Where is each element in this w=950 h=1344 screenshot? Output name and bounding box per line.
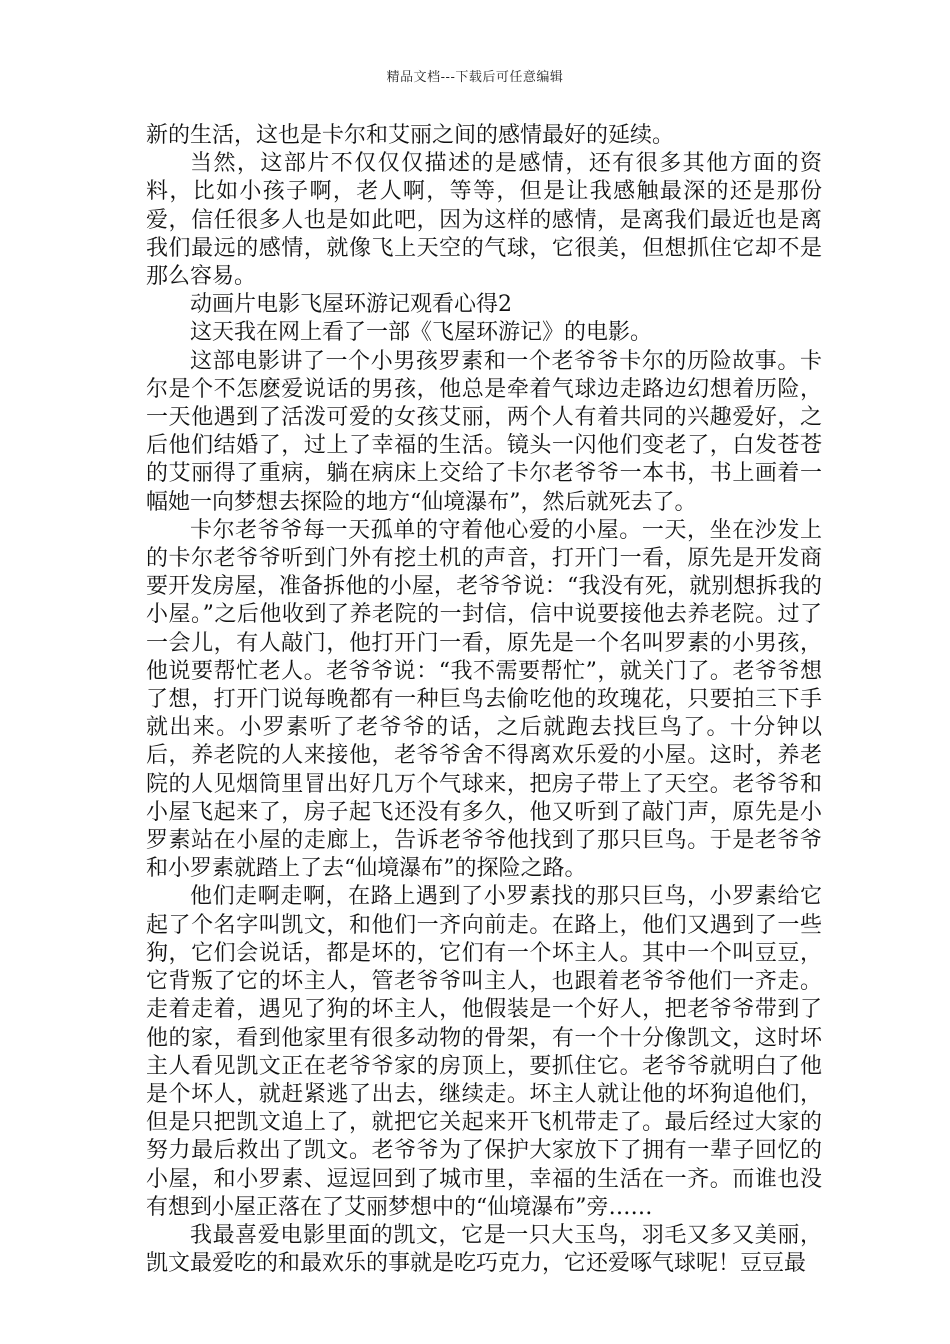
paragraph-6: 他们走啊走啊，在路上遇到了小罗素找的那只巨鸟，小罗素给它起了个名字叫凯文，和他们一齐向前走。在路上，他们又遇到了一些狗，它们会说话，都是坏的，它们有一个坏主人。其中一个叫豆豆，它背叛了它的坏主人，管老爷爷叫主人，也跟着老爷爷他们一齐走。走着走着，遇见了狗的坏主人，他假装是一个好人，把老爷爷带到了他的家，看到他家里有很多动物的骨架，有一个十分像凯文，这时坏主人看见凯文正在老爷爷家的房顶上，要抓住它。老爷爷就明白了他是个坏人，就赶紧逃了出去，继续走。坏主人就让他的坏狗追他们，但是只把凯文追上了，就把它关起来开飞机带走了。最后经过大家的努力最后救出了凯文。老爷爷为了保护大家放下了拥有一辈子回忆的小屋，和小罗素、逗逗回到了城市里，幸福的生活在一齐。而谁也没有想到小屋正落在了艾丽梦想中的“仙境瀑布”旁…… [146, 884, 822, 1220]
paragraph-7: 我最喜爱电影里面的凯文，它是一只大玉鸟，羽毛又多又美丽，凯文最爱吃的和最欢乐的事就是吃巧克力，它还爱啄气球呢！豆豆最 [146, 1222, 822, 1277]
paragraph-3: 这天我在网上看了一部《飞屋环游记》的电影。 [190, 320, 653, 346]
page-header: 精品文档---下载后可任意编辑 [386, 70, 564, 85]
section-heading: 动画片电影飞屋环游记观看心得2 [190, 292, 512, 318]
paragraph-2: 当然，这部片不仅仅仅描述的是感情，还有很多其他方面的资料，比如小孩子啊，老人啊，等等，但是让我感触最深的还是那份爱，信任很多人也是如此吧，因为这样的感情，是离我们最近也是离我们最远的感情，就像飞上天空的气球，它很美，但想抓住它却不是那么容易。 [146, 151, 822, 290]
paragraph-4: 这部电影讲了一个小男孩罗素和一个老爷爷卡尔的历险故事。卡尔是个不怎麽爱说话的男孩，他总是牵着气球边走路边幻想着历险，一天他遇到了活泼可爱的女孩艾丽，两个人有着共同的兴趣爱好，之后他们结婚了，过上了幸福的生活。镜头一闪他们变老了，白发苍苍的艾丽得了重病，躺在病床上交给了卡尔老爷爷一本书，书上画着一幅她一向梦想去探险的地方“仙境瀑布”，然后就死去了。 [146, 348, 822, 515]
paragraph-1: 新的生活，这也是卡尔和艾丽之间的感情最好的延续。 [146, 123, 675, 148]
document-body [146, 122, 822, 1278]
paragraph-5: 卡尔老爷爷每一天孤单的守着他心爱的小屋。一天，坐在沙发上的卡尔老爷爷听到门外有挖土机的声音，打开门一看，原先是开发商要开发房屋，准备拆他的小屋，老爷爷说：“我没有死，就别想拆我的小屋。”之后他收到了养老院的一封信，信中说要接他去养老院。过了一会儿，有人敲门，他打开门一看，原先是一个名叫罗素的小男孩，他说要帮忙老人。老爷爷说：“我不需要帮忙”，就关门了。老爷爷想了想，打开门说每晚都有一种巨鸟去偷吃他的玫瑰花，只要拍三下手就出来。小罗素听了老爷爷的话，之后就跑去找巨鸟了。十分钟以后，养老院的人来接他，老爷爷舍不得离欢乐爱的小屋。这时，养老院的人见烟筒里冒出好几万个气球来，把房子带上了天空。老爷爷和小屋飞起来了，房子起飞还没有多久，他又听到了敲门声，原先是小罗素站在小屋的走廊上，告诉老爷爷他找到了那只巨鸟。于是老爷爷和小罗素就踏上了去“仙境瀑布”的探险之路。 [146, 517, 822, 882]
